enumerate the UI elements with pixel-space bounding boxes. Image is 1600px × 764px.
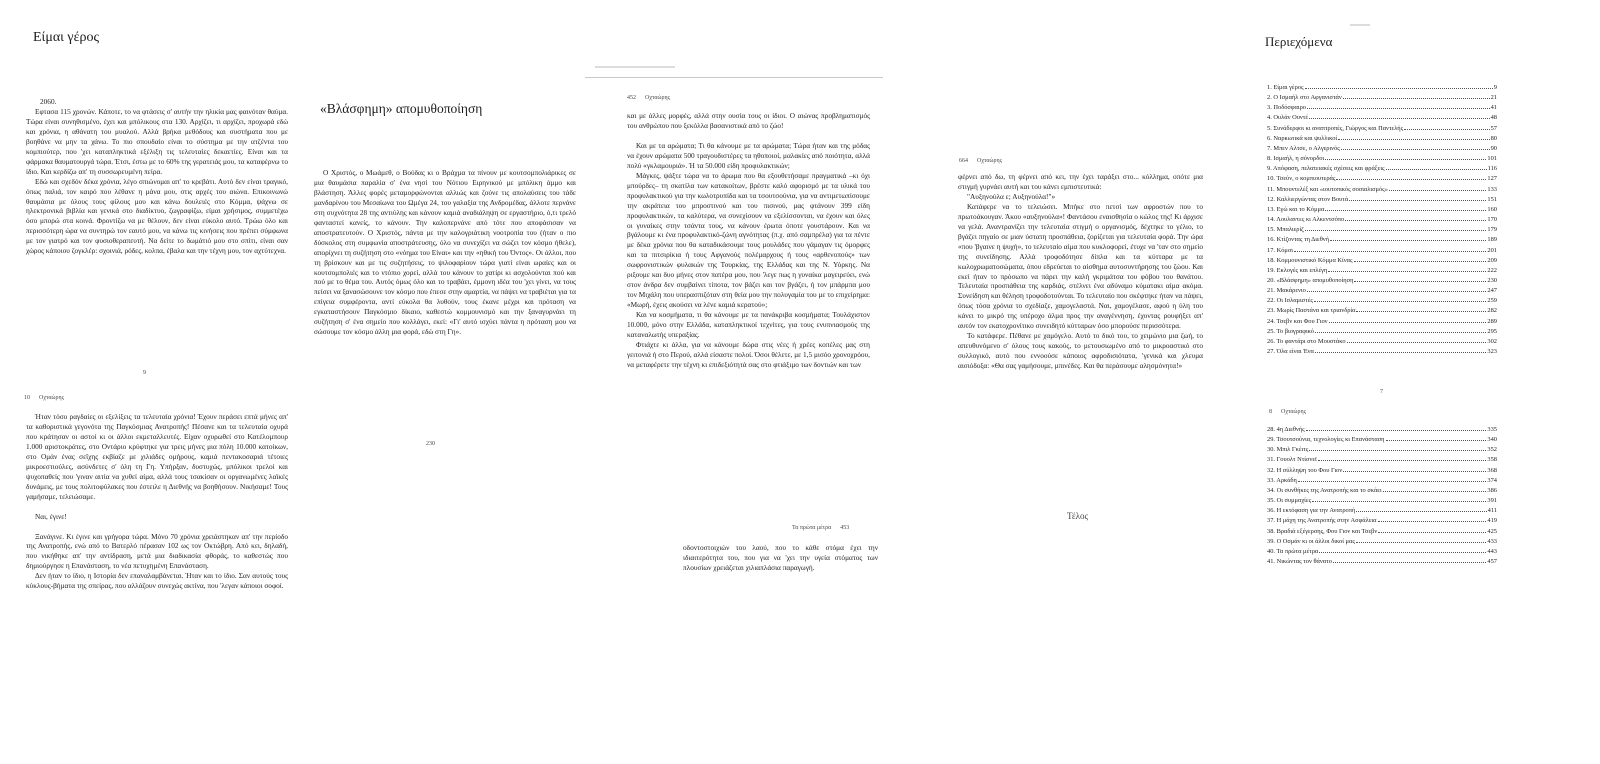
toc-entry-page: 230	[1487, 276, 1497, 284]
toc-entry	[1267, 124, 1497, 134]
paragraph: Δεν ήταν το ίδιο, η Ιστορία δεν επαναλαμβάνεται. Ήταν και το ίδιο. Σαν αυτούς τους κύκλους-βήματα της σπείρας, που αλλάζουν συνεχώς ακτίνα, που 'λεγαν κάποιοι σοφοί.	[26, 571, 288, 591]
toc-entry-page: 133	[1487, 185, 1497, 193]
running-head: 8 Οχταώρης	[1269, 409, 1307, 415]
chapter-text-top	[26, 97, 288, 256]
toc-entry	[1267, 276, 1497, 286]
toc-entry	[1267, 144, 1497, 154]
paragraph: Κατάφερε να το τελειώσει. Μπήκε στο πετσί των αφροστών που το πρωτοάκουγαν. Άκου «αυξηνούλα»! Φαντάσου εναισθησία ο κώλος της! Κι άρχισε να γελά. Αναντρανίζει την τελευταία στιγμή ο οργανισμός, δέχτηκε το γέλιο, το βγάζει πηγαίο σε μιαν ύστατη προσπάθεια, ζορίζεται για τελευταία φορά. Την ώρα «που 'βγαινε η ψυχή», το τελευταίο αίμα που κυκλοφορεί, έτυχε να 'ταν στο σημείο της συνείδησης. Αλλά τροφοδότησε δίπλα και τα κύτταρα με τα κωλοχρωματοσώματα, όπου εδρεύεται το αίσθημα αυτοσυντήρησης του ζώου. Και εκεί ήταν το πρόσωπο να πάρει την καλή γκριμάτσα του φόβου του θανάτου. Τελευταία προσπάθεια της καρδιάς, στέλνει ένα αδύναμο κύματακι αίμα ακόμα. Συνείδηση και θέληση τροφοδοτούνται. Το τελευταίο που σκέφτηκε ήταν να πάψει, όπως τόσα χρόνια το σχεδίαζε, χαμογελαστά. Ναι, χαμογέλασε, αφού η ύλη του κάνει το μικρό της υπέροχο άλμα προς την αναγέννηση, έχοντας ρουφήξει απ' αυτόν τον εκατοχρονίτικο συνειδητό κύτταρων όσο μπορούσε περισσότερα.	[958, 201, 1203, 331]
running-head: 10 Οχταώρης	[24, 395, 65, 401]
toc-list-bottom	[1267, 425, 1497, 567]
toc-leader-dots	[1338, 139, 1489, 140]
toc-entry-page: 323	[1487, 348, 1497, 356]
toc-leader-dots	[1298, 481, 1487, 482]
chapter-text	[958, 172, 1203, 371]
toc-leader-dots	[1345, 220, 1486, 221]
toc-entry	[1267, 286, 1497, 296]
toc-leader-dots	[1347, 342, 1487, 343]
toc-entry-page: 374	[1487, 476, 1497, 484]
toc-entry	[1267, 246, 1497, 256]
toc-leader-dots	[1315, 352, 1487, 353]
paragraph: "Αυξηνούλα ε; Αυξηνούλα!"»	[967, 191, 1056, 201]
toc-entry	[1267, 486, 1497, 496]
page-one	[0, 0, 300, 764]
toc-entry-page: 302	[1487, 337, 1497, 345]
toc-entry-page: 90	[1490, 144, 1497, 152]
toc-leader-dots	[1315, 332, 1486, 333]
running-head: 452 Οχταώρης	[627, 95, 671, 101]
toc-leader-dots	[1309, 450, 1486, 451]
toc-entry-title: 18. Κομμουνιστικό Κόμμα Κίνας	[1267, 256, 1353, 264]
toc-entry-page: 368	[1487, 466, 1497, 474]
toc-entry-page: 116	[1487, 165, 1497, 173]
toc-leader-dots	[1306, 430, 1487, 431]
toc-entry	[1267, 527, 1497, 537]
toc-leader-dots	[1305, 88, 1493, 89]
toc-leader-dots	[1343, 471, 1486, 472]
paragraph: Ναι, έγινε!	[35, 511, 67, 521]
toc-entry-page: 411	[1487, 507, 1497, 515]
page-two	[300, 0, 585, 764]
toc-entry-title: 5. Συνάδερφοι κι αναπτροπές, Γιώργος και Παντελής	[1267, 124, 1404, 132]
toc-entry	[1267, 466, 1497, 476]
toc-entry-page: 282	[1487, 307, 1497, 315]
toc-leader-dots	[1294, 251, 1486, 252]
toc-entry	[1267, 256, 1497, 266]
toc-entry-page: 41	[1490, 104, 1497, 112]
toc-entry-title: 22. Οι Ισλαμιστές	[1267, 297, 1313, 305]
paragraph: 2060.	[40, 97, 57, 106]
toc-leader-dots	[1314, 301, 1486, 302]
toc-entry-title: 14. Λουλαντες κι Αλκεντσόπο	[1267, 216, 1345, 224]
paragraph: Εφτασα 115 χρονών. Κάποτε, το να φτάσεις σ' αυτήν την ηλικία μας φαινόταν θαύμα. Τώρα είναι συνηθισμένο, έχει και μπόλικους στα 130. Αρχίζει, τι αρχίζει, προχωρά εδώ και χρόνια, η αθάνατη του μυαλού. Αλλά βρήκα μεθόδους και συστήματα που με βοηθάνε να μην τα χάνω. Το πιο σπουδαίο είναι το σύστημα με την ατζέντα του κομπιούτερ, που 'χει καταπληκτικά εξέλιξη τις τελευταίες δεκαετίες. Είναι και τα φάρμακα θαυματουργά τώρα. Έτσι, έστω με το 60% της γερατειάς μου, τα καταφέρνω το ίδιο. Και κερδίζω απ' τη συσσωρευμένη πείρα.	[26, 106, 288, 176]
toc-entry-page: 151	[1487, 195, 1497, 203]
toc-leader-dots	[1307, 108, 1490, 109]
toc-entry	[1267, 103, 1497, 113]
toc-leader-dots	[1328, 271, 1486, 272]
toc-entry-page: 9	[1493, 84, 1497, 91]
toc-leader-dots	[1378, 532, 1486, 533]
toc-entry	[1267, 306, 1497, 316]
toc-entry-title: 23. Μωρίς Παστάνα και τριανδρία	[1267, 307, 1356, 315]
toc-entry	[1267, 174, 1497, 184]
divider	[595, 66, 675, 68]
toc-leader-dots	[1309, 118, 1490, 119]
toc-entry-title: 39. Ο Οσμάν κι οι άλλοι δικοί μας	[1267, 537, 1355, 545]
toc-entry-title: 41. Νικώντας τον θάνατο	[1267, 558, 1332, 566]
toc-entry	[1267, 537, 1497, 547]
toc-entry-title: 16. Κτίζοντας τη Διεθνή	[1267, 236, 1329, 244]
toc-entry-page: 247	[1487, 287, 1497, 295]
toc-leader-dots	[1356, 511, 1486, 512]
toc-leader-dots	[1389, 190, 1487, 191]
toc-entry	[1267, 113, 1497, 123]
chapter-title: Είμαι γέρος	[33, 30, 100, 45]
toc-entry-page: 189	[1487, 236, 1497, 244]
toc-entry-title: 37. Η μάχη της Ανατροπής στην Ασφάλεια	[1267, 517, 1377, 525]
toc-leader-dots	[1383, 491, 1487, 492]
toc-leader-dots	[1319, 552, 1486, 553]
toc-entry-title: 40. Τα πρώτα μέτρα	[1267, 547, 1319, 555]
toc-entry-title: 21. Μακάρενιο	[1267, 287, 1306, 295]
toc-entry	[1267, 215, 1497, 225]
toc-leader-dots	[1349, 200, 1486, 201]
toc-entry	[1267, 266, 1497, 276]
toc-entry	[1267, 337, 1497, 347]
toc-list-top	[1267, 83, 1497, 357]
chapter-text	[314, 168, 576, 337]
toc-entry	[1267, 435, 1497, 445]
toc-entry-page: 170	[1487, 216, 1497, 224]
page-five-contents	[1255, 0, 1600, 764]
toc-entry	[1267, 205, 1497, 215]
toc-leader-dots	[1378, 521, 1487, 522]
toc-entry-page: 179	[1487, 226, 1497, 234]
toc-entry-title: 12. Καλλιεργώντας στον Βουτά	[1267, 195, 1349, 203]
paragraph: οδοντοστοιχιών του λαού, που το κάθε στόμα έχει την ιδιαιτερότητα του, που για να 'χει την υγεία στόματος των πλουσίων χρειάζεται χιλιαπλάσια παραγωγή.	[683, 543, 878, 572]
chapter-text-bottom	[683, 543, 878, 573]
toc-entry-title: 2. Ο Ισμαήλ στο Αφγανιστάν	[1267, 94, 1342, 102]
toc-entry	[1267, 425, 1497, 435]
toc-entry-page: 57	[1490, 124, 1497, 132]
toc-entry	[1267, 83, 1497, 93]
paragraph: Και να κοσμήματα, τι θα κάνουμε με τα πανάκριβα κοσμήματα; Τουλάχιστον 10.000, μόνο στην Ελλάδα, καταπληκτικοί τεχνίτες, για τους ενυπνιασμούς της καταναλωτής υπεραξίας.	[627, 310, 870, 340]
toc-entry-page: 391	[1487, 497, 1497, 505]
toc-entry	[1267, 347, 1497, 357]
toc-entry-title: 17. Κόμσι	[1267, 246, 1293, 254]
end-word: Τέλος	[1067, 511, 1089, 521]
toc-leader-dots	[1325, 210, 1486, 211]
toc-entry-page: 160	[1487, 205, 1497, 213]
chapter-text-bottom	[26, 412, 288, 591]
toc-entry-title: 20. «Βλάσφημη» απομυθοποίηση	[1267, 276, 1354, 284]
toc-entry	[1267, 235, 1497, 245]
toc-entry-title: 35. Οι συμμαχίες	[1267, 497, 1312, 505]
toc-entry	[1267, 496, 1497, 506]
toc-entry	[1267, 93, 1497, 103]
toc-entry-page: 259	[1487, 297, 1497, 305]
toc-entry	[1267, 225, 1497, 235]
running-foot: Τα πρώτα μέτρα 453	[792, 525, 850, 531]
toc-entry-title: 7. Μπεν Αλτσε, ο Αλγερινός	[1267, 144, 1340, 152]
toc-entry	[1267, 547, 1497, 557]
toc-entry-title: 29. Τσουτσούνια, τεχνολογίες κι Επανάσταση	[1267, 436, 1385, 444]
toc-entry-page: 21	[1490, 94, 1497, 102]
toc-leader-dots	[1333, 562, 1487, 563]
paragraph: Ήταν τόσο ραγδαίες οι εξελίξεις τα τελευταία χρόνια! Έχουν περάσει επτά μήνες απ' τα καθοριστικά γεγονότα της Παγκόσμιας Ανατροπής! Πέσανε και τα τελευταία οχυρά που κράτησαν οι αστοί κι οι άλλοι εκμεταλλευτές. Είχαν οχυρωθεί στο Κατέλομπουρ 1.000 αριστοκράτες, στο Οντάριο κρύφτηκε για τρεις μήνες μια πόλη 10.000 κατοίκων, στο Ομάν ένας σεΐχης εκβίαζε με χιλιάδες ομήρους, καμιά πεντακοσαριά τέτοιες μικροεστιούλες, ασύνδετες σ' όλη τη Γη. Υπήρξαν, δυστυχώς, μπόλικοι τρελοί και ψυχοπαθείς που 'γιναν αιτία να χυθεί αίμα, αλλά τους τσακίσαν οι οργανωμένες λαϊκές δυνάμεις, με τους πολιτοφύλακες που έστειλε η Διεθνής να βοηθήσουν. Νικήσαμε! Τους γαμήσαμε, τελειώσαμε.	[26, 412, 288, 501]
toc-leader-dots	[1404, 129, 1489, 130]
toc-entry	[1267, 134, 1497, 144]
toc-entry-title: 13. Εγώ και το Κόμμα	[1267, 205, 1325, 213]
divider	[585, 77, 883, 78]
toc-entry	[1267, 185, 1497, 195]
toc-leader-dots	[1356, 542, 1487, 543]
toc-entry-title: 32. Η σύλληψη του Φου Γιον	[1267, 466, 1343, 474]
toc-leader-dots	[1386, 440, 1487, 441]
page-number: 9	[143, 370, 146, 376]
running-head: 664 Οχταώρης	[959, 158, 1003, 164]
toc-leader-dots	[1354, 261, 1487, 262]
divider	[1350, 24, 1370, 26]
page-number: 7	[1380, 389, 1383, 395]
toc-entry-title: 6. Ναρκωτικά και ψυλλικοί	[1267, 134, 1338, 142]
toc-entry	[1267, 557, 1497, 567]
toc-entry-title: 27. Όλα είναι Ένα	[1267, 348, 1314, 356]
toc-leader-dots	[1330, 240, 1486, 241]
toc-entry-page: 209	[1487, 256, 1497, 264]
paragraph: φέρνει από δω, τη φέρνει από κει, την έχει ταράξει στο... κόλλημα, οπότε μια στιγμή γυρνάει αυτή και του κάνει εμπιστευτικά:	[958, 172, 1203, 191]
toc-entry-title: 31. Γουολτ Ντίσνεϊ	[1267, 456, 1317, 464]
paragraph: Και με τα αρώματα; Τι θα κάνουμε με τα αρώματα; Τώρα ήταν και της μόδας να έχουν αρώματα 500 τραγουδιστέρες τα ηθοποιοί, μαλακίες από ποιότητα, αλλά πολύ «γκλαμουριά». Ή τα 50.000 είδη προφυλακτικών;	[627, 140, 870, 170]
paragraph: και με άλλες μορφές, αλλά στην ουσία τους οι ίδιοι. Ο αιώνας προβληματισμός του ανθρώπου που ξεκόλλα βασανιστικά από το ζώο!	[627, 111, 870, 130]
toc-entry	[1267, 154, 1497, 164]
toc-leader-dots	[1312, 501, 1486, 502]
toc-entry-title: 15. Μπαλιερίζ	[1267, 226, 1304, 234]
toc-entry-title: 28. 4η Διεθνής	[1267, 426, 1305, 433]
page-four	[885, 0, 1255, 764]
toc-entry-title: 24. Τσεβν και Φου Γιον	[1267, 317, 1328, 325]
toc-entry-title: 8. Ισμαήλ, η σύνορδοι	[1267, 155, 1325, 163]
paragraph: Ο Χριστός, ο Μωάμεθ, ο Βούδας κι ο Βράχμα τα πίνουν με κουτσομπολιάρικες σε μια θαυμάσια παραλία σ' ένα νησί του Νότιου Ειρηνικού με μπόλικη άμμο και βλάστηση. Άλλες φορές μεταμορφώνονται αλλιώς και ζούνε τις απολαύσεις του τάδε μανδαρίνου του Μεσαίωνα του Ωμέγα 24, του γαλαξία της Ανδρομέδας, άλλοτε περνάνε στη συχνότητα 28 της αντιύλης και κάνουν καμιά αναδιάληψη σε εργαστήριο, ό,τι τρελό φανταστεί κανείς, το κάνουν. Την καλοπερνάνε από τότε που αποφάσισαν να αποστρατευτούν. Ο Χριστός, πάντα με την καλογριάτικη νοοτροπία του (ήταν ο πιο δύσκολος στη συμφωνία αποστράτευσης, όλο να συνεχίζει να σώζει τον κόσμο ήθελε), απορίχνει τη συζήτηση στο «νόημα του Είναι» και την «ηθική του Όντος». Οι άλλοι, που τη βρίσκουν και με τις συζητήσεις, το ψιλοφαρίουν τώρα γιατί είναι ωραίες και οι κουτσομπολιές και το ντόπιο χορεί, αλλά του κάνουν το χατίρι κι ασχολούνται πού και πού με το θέμα του. Αυτός όμως όλο και το τραβάει, έμμονη ιδέα του 'χει γίνει, να τους πείσει να ξανασώσουνε τον κόσμο που έπεσε στην αμαρτία, να πάψει να τραβιέται για τα επίγεια συμφέροντα, αντί εύκολα θα λυθούν, τους έκανε μέχρι και πρόταση να εγκαταστήσουν Παγκόσμιο δίκαιο, καθεστώ κομμουνισμό και την ξαναγυρνάει τη συζήτηση σ' ένα σημείο που κολλάγει, εκεί: «Γι' αυτό ισχύει πάντα η πρόταση μου να σώσουμε τον κόσμο άλλη μια φορά, εδώ στη Γη».	[314, 168, 576, 337]
toc-entry-title: 19. Εκλογές και επλέγη	[1267, 266, 1328, 274]
toc-entry-page: 419	[1487, 517, 1497, 525]
toc-entry	[1267, 455, 1497, 465]
toc-leader-dots	[1307, 291, 1487, 292]
toc-leader-dots	[1386, 169, 1487, 170]
toc-entry-title: 33. Αρκάδη	[1267, 476, 1297, 484]
toc-entry-page: 386	[1487, 486, 1497, 494]
toc-entry-page: 340	[1487, 436, 1497, 444]
toc-entry-page: 127	[1487, 175, 1497, 183]
paragraph: Φτιάχτε κι άλλα, για να κάνουμε δώρα στις νέες ή χρέες κοπέλες μας στη γειτονιά ή στο Περού, αλλά είσαστε πολοί. Όσοι θέλετε, με 1,5 μισόο χρονοχρόου, να μεταφέρετε την τέχνη κι επιδεξιότητά σας στο φτιάξιμο των δοντιών και των	[627, 339, 870, 369]
paragraph: Μάγκες, ψάξτε τώρα να το άρωμα που θα εξουθετήσαμε πραγματικά –κι όχι μπούρδες– τη σκατίλα των κατακοίτων, βρέστε καλό αφορισμό με τα υλικά του προφυλακτικού για την κωλοτρυπίδα και τα τσουτσούνια, για να αντιμετωπίσουμε την ακράτεια του μπροστινού και του πισινού, μας φτάνουν 399 είδη προφυλακτικών, τα καλύτερα, να συνεχίσουν να εξελίσσονται, να έχουν και όλες οι γυναίκες στην τσάντα τους, να κάνουν έρωτα όποτε γουστάρουν. Και να βγάλουμε κι ένα προφυλακτικό-ζώνη αγνότητας (π.χ. από σαμπρέλα) για τα πέντε με δέκα χρόνια που θα καταδικάσουμε τους μουλάδες που γάμαγαν τις όμορφες και τα πιτσιρίκια ή τους Αφγανούς πολέμαρχους ή τους «αρθενοπούς» των σωφρονιστικών φυλακών της Τουρκίας, της Ελλάδας και της Ν. Υόρκης. Να ριξουμε και δυο μήνες στον πατέρα μου, που 'λεγε πως η γυναίκα μαγειρεύει, ενώ στον άνδρα δεν συμβαίνει τίποτα, τον βάζει και τον βγάζει, ή τον μπάρμπα μου τον Μιχάλη που υπερασπιζόταν στη θεία μου την πολυγαμία του με το επιχείρημα: «Μωρή, έχεις ακούσει να λένε καμιά κερατού»;	[627, 170, 870, 310]
toc-entry-title: 25. Το βιογραφικό	[1267, 327, 1314, 335]
toc-entry	[1267, 516, 1497, 526]
paragraph: Εδώ και σχεδόν δέκα χρόνια, λέγο σπιώνομαι απ' το κρεβάτι. Αυτό δεν είναι τραγικό, όπως παλιά, τον καιρό που λέθανε η μάνα μου, στις αρχές του αιώνα. Επικοινωνώ θαυμάσια με όλους τους φίλους μου και κάνω δουλειές στο Κόμμα, ψάχνω σε ηλεκτρονικά βιβλία και γενικά στο διαδίκτυο, ζωγραφίζω, είμαι χρήσιμος, συμμετέχω όσο μπορώ στα κοινά. Φροντίζω να με θέλουν, δεν είναι εύκολο αυτό. Τρώω όλο και περισσότερη ώρα να συντηρώ τον εαυτό μου, να κάνω τις κινήσεις που πρέπει σύμφωνα με τον γιατρό και τον φυσιοθεραπευτή. Να δείτε το δωμάτιό μου στο σπίτι, είναι σαν χώρος κάποιου ζογκλέρ: σχοινιά, ρόδες, κολπα, έβαλα και την τέχνη μου, τον αχτύτεχνα.	[26, 176, 288, 256]
toc-entry	[1267, 476, 1497, 486]
toc-leader-dots	[1336, 179, 1486, 180]
page-three	[585, 0, 885, 764]
toc-entry	[1267, 317, 1497, 327]
toc-entry-page: 295	[1487, 327, 1497, 335]
toc-entry-page: 48	[1490, 114, 1497, 122]
toc-entry	[1267, 327, 1497, 337]
toc-entry-title: 38. Βραδιά εξέγερσης, Φου Γιον και Τσεβν	[1267, 527, 1378, 535]
toc-leader-dots	[1305, 230, 1487, 231]
toc-entry	[1267, 164, 1497, 174]
toc-entry	[1267, 195, 1497, 205]
toc-leader-dots	[1354, 281, 1486, 282]
chapter-text-top	[627, 111, 870, 370]
chapter-title: «Βλάσφημη» απομυθοποίηση	[320, 101, 483, 116]
toc-entry-title: 9. Απόφαση, πελατειακές σχέσεις και φράξεις	[1267, 165, 1385, 173]
toc-entry-page: 289	[1487, 317, 1497, 325]
toc-leader-dots	[1356, 311, 1486, 312]
toc-entry-page: 201	[1487, 246, 1497, 254]
toc-entry-title: 34. Οι συνθήκες της Ανατροπής και το σκάει	[1267, 486, 1382, 494]
toc-entry-title: 3. Ποδόσφαιρο	[1267, 104, 1306, 112]
toc-entry-title: 11. Μπουντελέξ και «ιουτοπικός σοσιαλισμός»	[1267, 185, 1388, 193]
contents-title: Περιεχόμενα	[1265, 34, 1333, 49]
toc-entry-page: 457	[1487, 558, 1497, 566]
toc-entry-title: 10. Τσεύν, ο κομπιουτεράς	[1267, 175, 1336, 183]
toc-entry-page: 443	[1487, 547, 1497, 555]
paragraph: Το κατάφερε. Πέθανε με χαμόγελο. Αυτό το δικό του, το χειμώνιο μια ζωή, το απευθυνόμενο σ' όλους τους κακούς, το μετουσιωμένο από το μικροαστικό στο συλλογικό, αυτό που εννοούσε κάποιος αφροδισιότατα, 'γενικά και χλευμα αισιόδοξα: «Θα σας γαμήσουμε, μπινέδες. Και θα περάσουμε αλησμόνητα!»	[958, 331, 1203, 371]
toc-leader-dots	[1343, 98, 1490, 99]
toc-entry-title: 26. Το φαντάρι στο Μουστάκο	[1267, 337, 1346, 345]
toc-entry	[1267, 506, 1497, 516]
toc-entry-page: 352	[1487, 446, 1497, 454]
toc-entry	[1267, 445, 1497, 455]
page-number: 230	[426, 441, 435, 447]
toc-entry	[1267, 296, 1497, 306]
toc-entry-page: 335	[1487, 426, 1497, 433]
toc-entry-page: 433	[1487, 537, 1497, 545]
toc-entry-page: 222	[1487, 266, 1497, 274]
toc-entry-page: 101	[1487, 155, 1497, 163]
toc-entry-page: 425	[1487, 527, 1497, 535]
toc-leader-dots	[1325, 159, 1486, 160]
paragraph: Ξανάγινε. Κι έγινε και γρήγορα τώρα. Μόνο 70 χρόνια χρειάστηκαν απ' την περίοδο της Ανατροπής, ενώ από το Βατερλό πέρασαν 102 ως τον Οκτώβρη. Από κει, δηλαδή, που νικήθηκε απ' την αντίδραση, μετά μια διαδικασία φθοράς, το καθεστώς που δημιούργησε η Επανάσταση, το νέα πετυχημένη Επανάσταση.	[26, 531, 288, 571]
toc-entry-page: 358	[1487, 456, 1497, 464]
toc-leader-dots	[1329, 322, 1487, 323]
toc-leader-dots	[1341, 149, 1490, 150]
toc-entry-title: 30. Μπιλ Γκέιτς	[1267, 446, 1309, 454]
toc-entry-title: 36. Η εκτόφαση για την Ανατροπή	[1267, 507, 1356, 515]
toc-entry-page: 80	[1490, 134, 1497, 142]
toc-entry-title: 4. Ουλάν Ουντέ	[1267, 114, 1309, 122]
toc-leader-dots	[1318, 460, 1487, 461]
toc-entry-title: 1. Είμαι γέρος	[1267, 84, 1304, 91]
